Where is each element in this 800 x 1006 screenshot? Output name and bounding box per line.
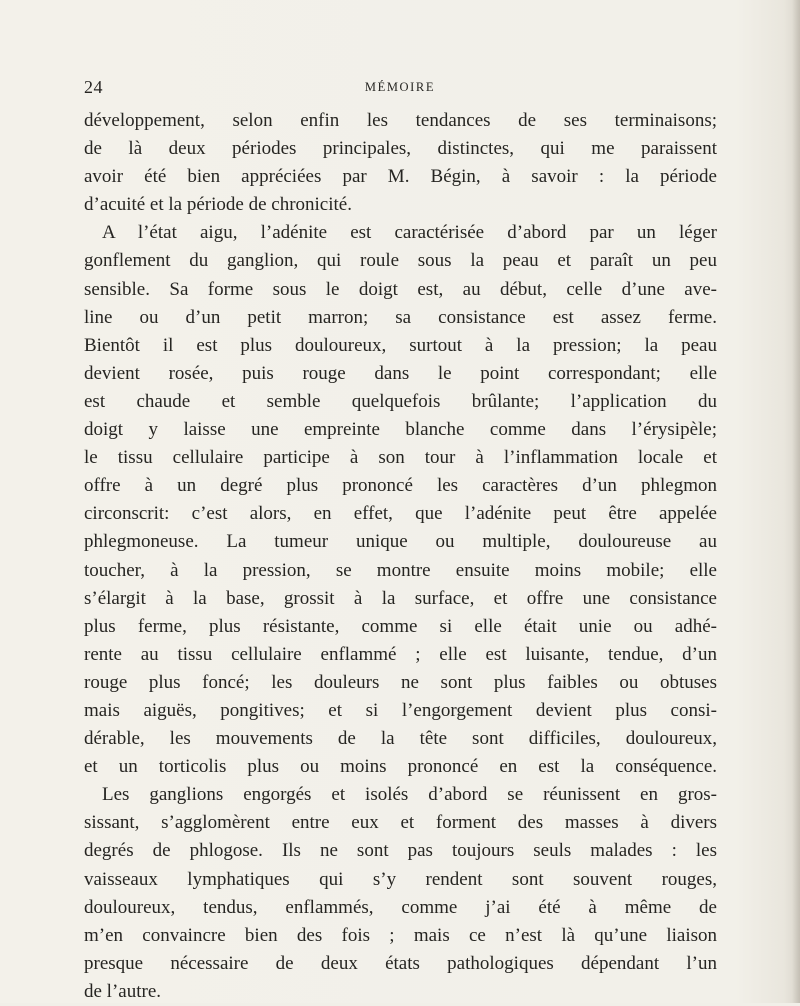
text-line: de là deux périodes principales, distinctes, qui me paraissent xyxy=(84,138,717,160)
running-head xyxy=(84,77,716,101)
text-line: circonscrit: c’est alors, en effet, que l’adénite peut être appelée xyxy=(84,503,717,525)
body-text xyxy=(84,107,717,1006)
text-line: rente au tissu cellulaire enflammé ; elle est luisante, tendue, d’un xyxy=(84,643,717,665)
text-line: toucher, à la pression, se montre ensuite moins mobile; elle xyxy=(84,559,717,581)
page-number: 24 xyxy=(84,77,103,97)
text-line: line ou d’un petit marron; sa consistance est assez ferme. xyxy=(84,306,717,328)
text-line: est chaude et semble quelquefois brûlante; l’application du xyxy=(84,390,717,412)
text-line: rouge plus foncé; les douleurs ne sont plus faibles ou obtuses xyxy=(84,671,717,693)
text-line: m’en convaincre bien des fois ; mais ce n’est là qu’une liaison xyxy=(84,924,717,946)
text-line: offre à un degré plus prononcé les caractères d’un phlegmon xyxy=(84,475,717,497)
text-line: avoir été bien appréciées par M. Bégin, à savoir : la période xyxy=(84,166,717,188)
text-line: Les ganglions engorgés et isolés d’abord se réunissent en gros- xyxy=(102,784,717,806)
text-line: phlegmoneuse. La tumeur unique ou multiple, douloureuse au xyxy=(84,531,717,553)
text-line: presque nécessaire de deux états pathologiques dépendant l’un xyxy=(84,952,717,974)
text-line: doigt y laisse une empreinte blanche comme dans l’érysipèle; xyxy=(84,419,717,441)
text-line: dérable, les mouvements de la tête sont difficiles, douloureux, xyxy=(84,728,717,750)
text-line: devient rosée, puis rouge dans le point correspondant; elle xyxy=(84,362,717,384)
running-title: MÉMOIRE xyxy=(364,80,436,94)
page-edge-shadow xyxy=(792,0,800,1003)
text-line: sensible. Sa forme sous le doigt est, au début, celle d’une ave- xyxy=(84,278,717,300)
text-line: s’élargit à la base, grossit à la surface, et offre une consistance xyxy=(84,587,717,609)
text-line: et un torticolis plus ou moins prononcé en est la conséquence. xyxy=(84,756,717,778)
text-line: Bientôt il est plus douloureux, surtout à la pression; la peau xyxy=(84,334,717,356)
text-line: d’acuité et la période de chronicité. xyxy=(84,194,352,216)
text-line: le tissu cellulaire participe à son tour à l’inflammation locale et xyxy=(84,447,717,469)
text-line: développement, selon enfin les tendances de ses terminaisons; xyxy=(84,110,717,131)
text-line: de l’autre. xyxy=(84,980,162,1002)
text-line: vaisseaux lymphatiques qui s’y rendent sont souvent rouges, xyxy=(84,868,717,890)
text-line: A l’état aigu, l’adénite est caractérisée d’abord par un léger xyxy=(102,222,717,244)
text-line: plus ferme, plus résistante, comme si elle était unie ou adhé- xyxy=(84,615,717,637)
text-line: sissant, s’agglomèrent entre eux et forment des masses à divers xyxy=(84,812,717,834)
text-line: degrés de phlogose. Ils ne sont pas toujours seuls malades : les xyxy=(84,840,717,862)
text-line: douloureux, tendus, enflammés, comme j’ai été à même de xyxy=(84,896,717,918)
text-line: mais aiguës, pongitives; et si l’engorgement devient plus consi- xyxy=(84,699,717,721)
text-line: gonflement du ganglion, qui roule sous la peau et paraît un peu xyxy=(84,250,717,272)
